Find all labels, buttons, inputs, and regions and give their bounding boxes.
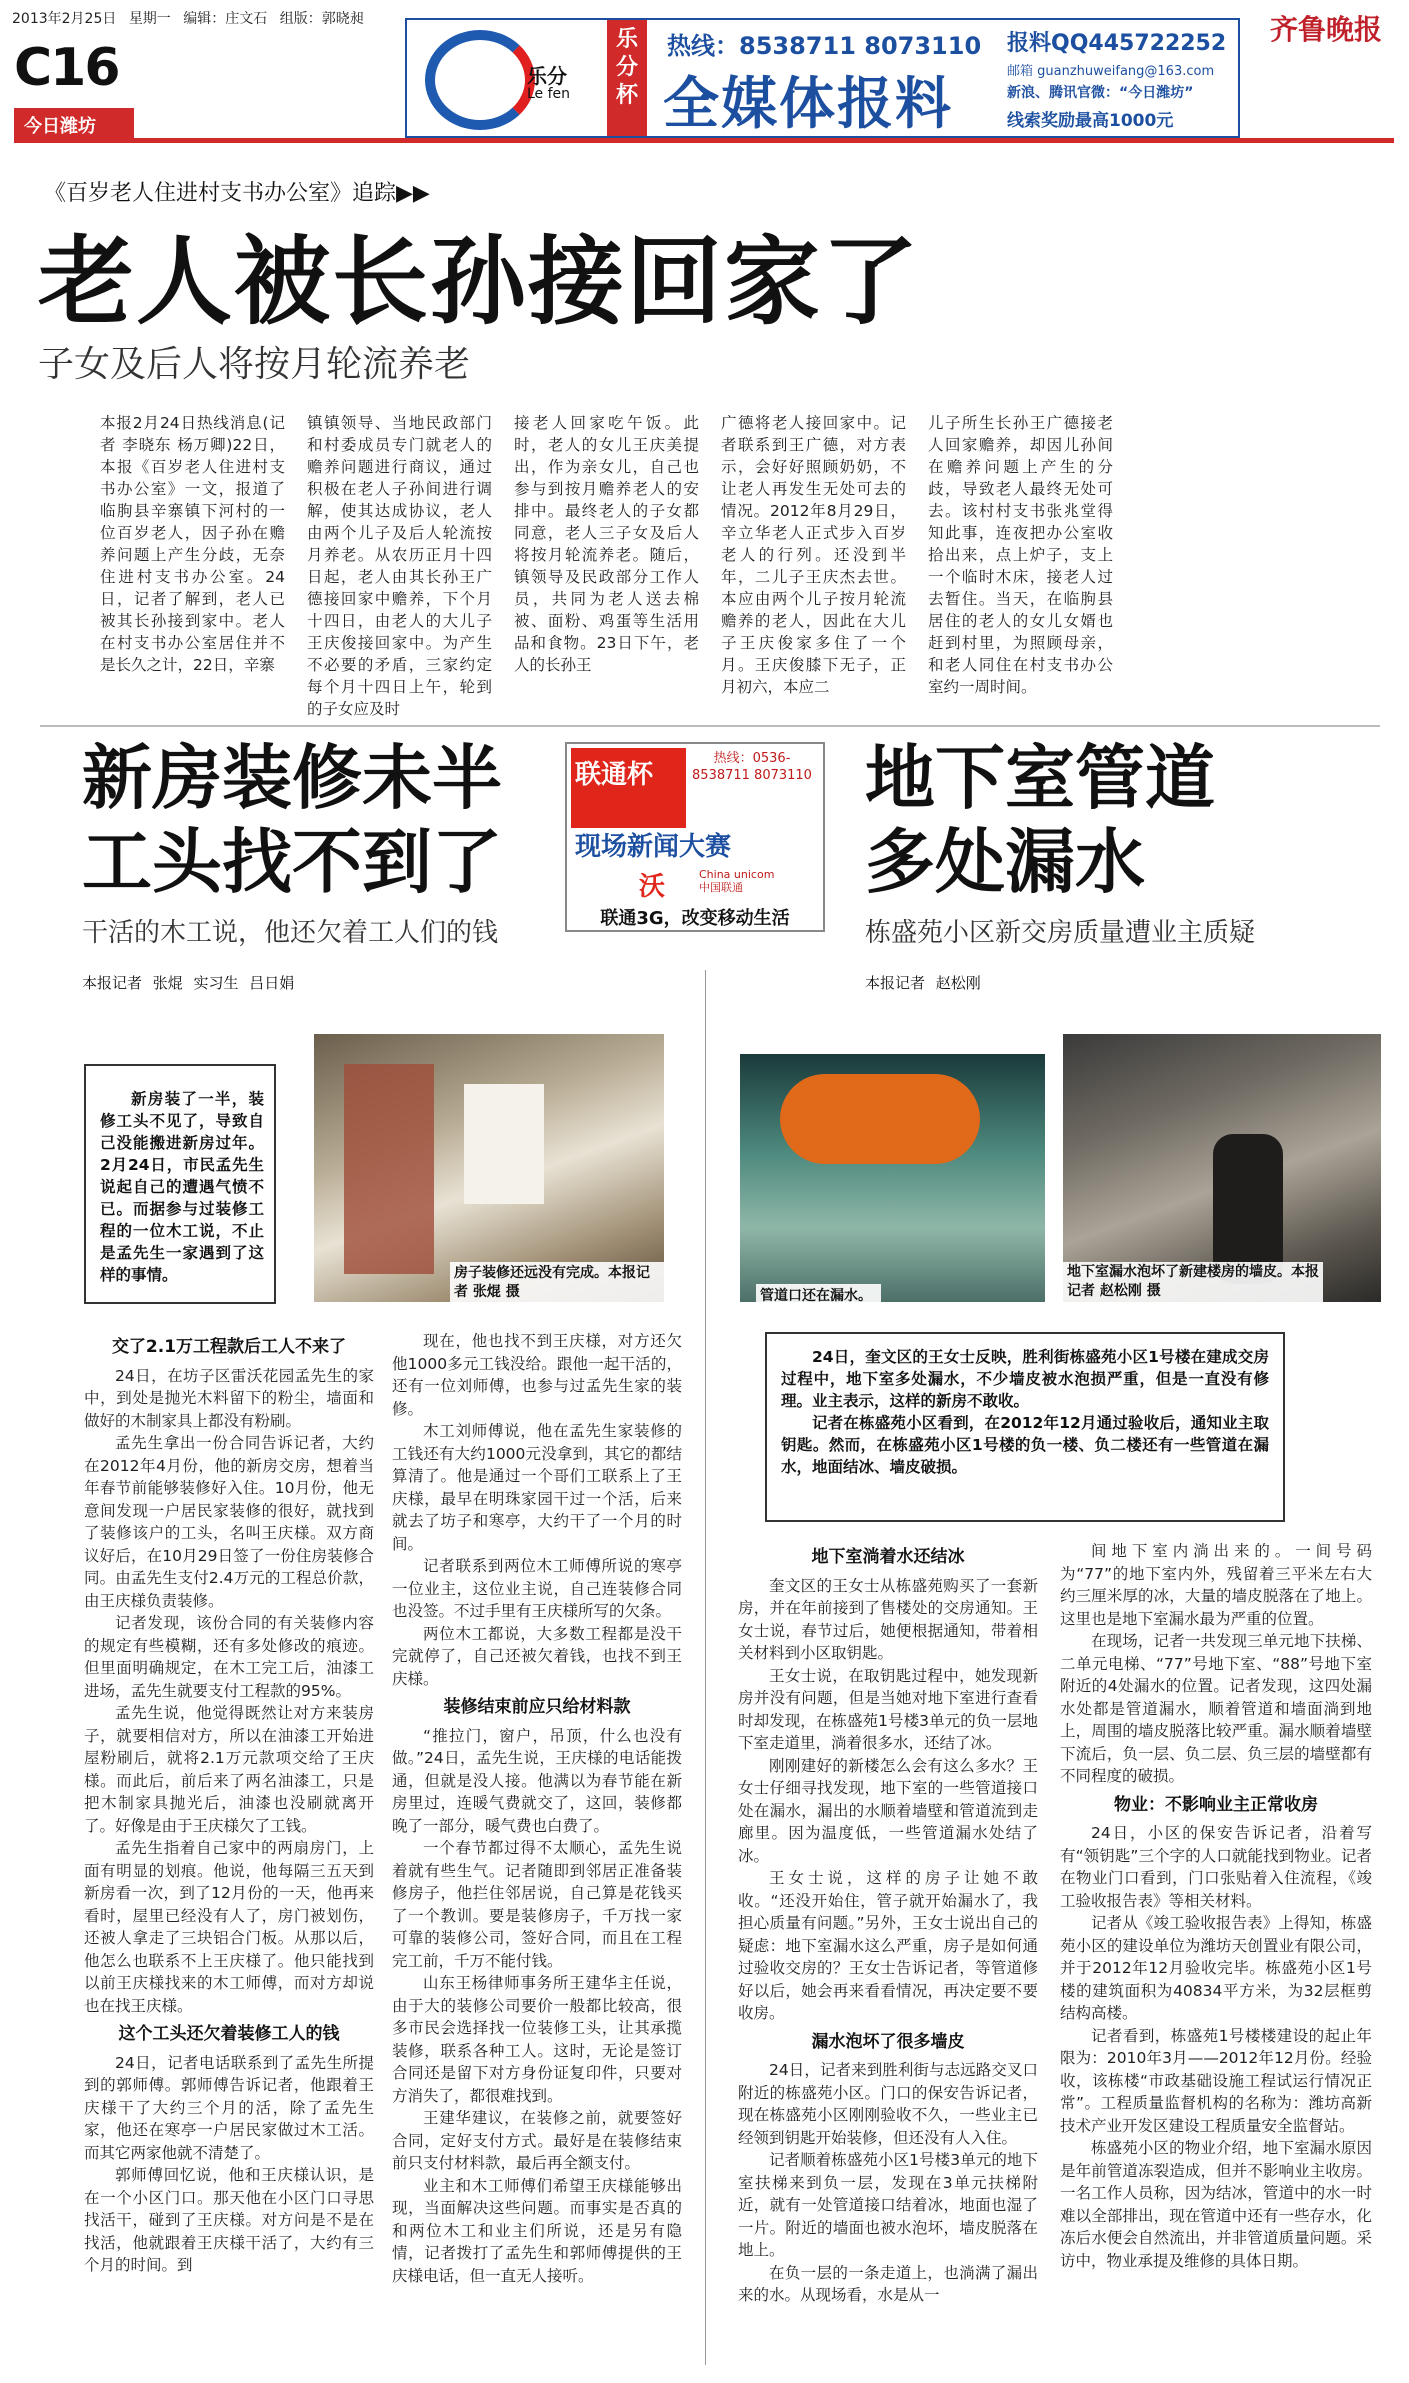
- story3-headline-line: 多处漏水: [865, 821, 1145, 903]
- story3-photo1-caption: 管道口还在漏水。: [756, 1284, 881, 1306]
- photo-pipe: [780, 1074, 980, 1164]
- story2-subhead: 干活的木工说，他还欠着工人们的钱: [82, 918, 499, 948]
- story3-subhead: 栋盛苑小区新交房质量遭业主质疑: [865, 918, 1256, 948]
- unicom-contest-title: 现场新闻大赛: [575, 832, 732, 862]
- story1-column: 镇镇领导、当地民政部门和村委成员专门就老人的赡养问题进行商议，通过积极在老人子孙间进行调解，使其达成协议，老人由两个儿子及后人轮流按月养老。从农历正月十四日起，老人由其长孙王广德接回家中赡养，下个月十四日，由老人的大儿子王庆俊接回家中。为产生不必要的矛盾，三家约定每个月十四日上午，轮到的子女应及时: [307, 414, 492, 718]
- unicom-logo: [579, 864, 809, 902]
- story2-headline-line: 工头找不到了: [82, 821, 502, 903]
- unicom-brand-cn: 中国联通: [699, 881, 743, 894]
- story2-callout: 新房装了一半，装修工头不见了，导致自己没能搬进新房过年。2月24日，市民孟先生说起自己的遭遇气愤不已。而据参与过装修工程的一位木工说，不止是孟先生一家遇到了这样的事情。: [84, 1064, 276, 1304]
- paragraph: 刚刚建好的新楼怎么会有这么多水？王女士仔细寻找发现，地下室的一些管道接口处在漏水，漏出的水顺着墙壁和管道流到走廊里。因为温度低，一些管道漏水处结了冰。: [738, 1756, 1038, 1865]
- story2-column-2: [392, 1330, 682, 2287]
- story2-column-1: [84, 1330, 374, 2277]
- story3-column-1: [738, 1540, 1038, 2307]
- story3-section-title: 地下室淌着水还结冰: [811, 1547, 965, 1567]
- editor-credit: 编辑：庄文石: [183, 11, 268, 27]
- lefen-logo-en: Le fen: [527, 86, 571, 102]
- paragraph: 孟先生拿出一份合同告诉记者，大约在2012年4月份，他的新房交房，想着当年春节前能够装修好入住。10月份，他无意间发现一户居民家装修的很好，就找到了装修该户的工头，名叫王庆様。双方商议好后，在10月29日签了一份住房装修合同。由孟先生支付2.4万元的工程总价款，由王庆様负责装修。: [84, 1434, 374, 1610]
- masthead-line: [12, 8, 364, 28]
- ad-prize: 线索奖励最高1000元: [1007, 111, 1174, 131]
- story2-section-title: 装修结束前应只给材料款: [443, 1697, 631, 1717]
- paragraph: 王女士说，这样的房子让她不敢收。“还没开始住，管子就开始漏水了，我担心质量有问题。”另外，王女士说出自己的疑虑：地下室漏水这么严重，房子是如何通过验收交房的？王女士告诉记者，等管道修好以后，她会再来看看情况，再决定要不要收房。: [738, 1869, 1038, 2022]
- paragraph: 记者顺着栋盛苑小区1号楼3单元的地下室扶梯来到负一层，发现在3单元扶梯附近，就有一处管道接口结着冰，地面也湿了一片。附近的墙面也被水泡坏，墙皮脱落在地上。: [738, 2151, 1038, 2259]
- story1-column: 广德将老人接回家中。记者联系到王广德，对方表示，会好好照顾奶奶，不让老人再发生无处可去的情况。2012年8月29日，辛立华老人正式步入百岁老人的行列。还没到半年，二儿子王庆杰去世。本应由两个儿子按月轮流赡养的老人，因此在大儿子王庆俊家多住了一个月。王庆俊膝下无子，正月初六，本应二: [721, 414, 906, 696]
- story3-byline: 本报记者 赵松刚: [865, 974, 981, 992]
- paragraph: 王女士说，在取钥匙过程中，她发现新房并没有问题，但是当她对地下室进行查看时却发现，在栋盛苑1号楼3单元的负一层地下室走道里，淌着很多水，还结了冰。: [738, 1666, 1038, 1752]
- paragraph: 奎文区的王女士从栋盛苑购买了一套新房，并在年前接到了售楼处的交房通知。王女士说，春节过后，她便根据通知，带着相关材料到小区取钥匙。: [738, 1576, 1038, 1662]
- unicom-advertisement: [565, 742, 825, 932]
- paragraph: 王建华建议，在装修之前，就要签好合同，定好支付方式。最好是在装修结束前只支付材料款，最后再全额支付。: [392, 2109, 682, 2172]
- story3-headline: [865, 736, 1215, 904]
- issue-date: 2013年2月25日: [12, 11, 117, 27]
- paragraph: 一个春节都过得不太顺心，孟先生说着就有些生气。记者随即到邻居正准备装修房子，他拦住邻居说，自己算是花钱买了一个教训。要是装修房子，千万找一家可靠的装修公司，签好合同，而且在工程完工前，千万不能付钱。: [392, 1839, 682, 1970]
- paragraph: 山东王杨律师事务所王建华主任说，由于大的装修公司要价一般都比较高，很多市民会选择找一位装修工头，让其承揽装修，联系各种工人。这时，无论是签订合同还是留下对方身份证复印件，只要对方消失了，都很难找到。: [392, 1974, 682, 2105]
- paragraph: 24日，记者来到胜利街与志远路交叉口附近的栋盛苑小区。门口的保安告诉记者，现在栋盛苑小区刚刚验收不久，一些业主已经领到钥匙开始装修，但还没有人入住。: [738, 2061, 1038, 2147]
- story-divider: [40, 725, 1380, 727]
- story3-section-title: 漏水泡坏了很多墙皮: [811, 2031, 965, 2052]
- paragraph: 记者发现，该份合同的有关装修内容的规定有些模糊，还有多处修改的痕迹。但里面明确规定，在木工完工后，油漆工进场，孟先生就要支付工程款的95%。: [84, 1614, 374, 1700]
- unicom-cup-label: 联通杯: [571, 748, 686, 828]
- story2-section-title: 这个工头还欠着装修工人的钱: [118, 2024, 340, 2044]
- paragraph: “推拉门，窗户，吊顶，什么也没有做。”24日，孟先生说，王庆様的电话能拨通，但就是没人接。他满以为春节能在新房里过，连暖气费就交了，这回，装修都晚了一部分，暖气费也白费了。: [392, 1726, 682, 1835]
- story2-byline: 本报记者 张焜 实习生 吕日娟: [82, 974, 295, 992]
- paragraph: 在现场，记者一共发现三单元地下扶梯、二单元电梯、“77”号地下室、“88”号地下室附近的4处漏水的位置。记者发现，这四处漏水处都是管道漏水，顺着管道和墙面淌到地上，周围的墙皮脱落比较严重。漏水顺着墙壁下流后，负一层、负二层、负三层的墙壁都有不同程度的破损。: [1060, 1632, 1372, 1785]
- story3-photo2-caption: 地下室漏水泡坏了新建楼房的墙皮。本报记者 赵松刚 摄: [1063, 1262, 1323, 1302]
- lefen-swirl-icon: [425, 30, 535, 130]
- lefen-logo: [407, 20, 607, 136]
- story3-column-2: [1060, 1540, 1372, 2272]
- unicom-brand: [699, 868, 774, 894]
- issue-weekday: 星期一: [128, 11, 171, 27]
- designer-credit: 组版：郭晓昶: [279, 11, 364, 27]
- story3-callout-paragraph: 24日，奎文区的王女士反映，胜利街栋盛苑小区1号楼在建成交房过程中，地下室多处漏水，不少墙皮被水泡损严重，但是一直没有修理。业主表示，这样的新房不敢收。: [781, 1348, 1269, 1410]
- page-number: C16: [14, 38, 119, 98]
- paragraph: 孟先生指着自己家中的两扇房门，上面有明显的划痕。他说，他每隔三五天到新房看一次，到了12月份的一天，他再来看时，屋里已经没有人了，房门被划伤，还被人拿走了三块铝合门板。从那以后，他怎么也联系不上王庆様了。他只能找到以前王庆様找来的木工师傅，而对方却说也在找王庆様。: [84, 1839, 374, 2015]
- ad-slogan: 全媒体报料: [663, 72, 953, 137]
- unicom-hotline: 热线：0536-8538711 8073110: [692, 751, 812, 783]
- story2-headline-line: 新房装修未半: [82, 737, 502, 819]
- story3-callout: [765, 1332, 1285, 1522]
- lefen-logo-cn: 乐分: [527, 64, 567, 88]
- photo-door: [344, 1064, 434, 1274]
- section-tab: 今日潍坊: [14, 108, 134, 140]
- paragraph: 木工刘师傅说，他在孟先生家装修的工钱还有大约1000元没拿到，其它的都结算清了。他是通过一个哥们工联系上了王庆様，最早在明珠家园干过一个活，后来就去了坊子和寒亭，大约干了一个月的时间。: [392, 1422, 682, 1553]
- story3-callout-paragraph: 记者在栋盛苑小区看到，在2012年12月通过验收后，通知业主取钥匙。然而，在栋盛苑小区1号楼的负一楼、负二楼还有一些管道在漏水，地面结冰、墙皮破损。: [781, 1414, 1269, 1476]
- story1-column: 本报2月24日热线消息(记者 李晓东 杨万卿)22日，本报《百岁老人住进村支书办公室》一文，报道了临朐县辛寨镇下河村的一位百岁老人，因子孙在赡养问题上产生分歧，无奈住进村支书办公室。24日，记者了解到，老人已被其长孙接到家中。老人在村支书办公室居住并不是长久之计，22日，辛寨: [100, 414, 285, 674]
- paragraph: 业主和木工师傅们希望王庆様能够出现，当面解决这些问题。而事实是否真的和两位木工和业主们所说，还是另有隐情，记者拨打了孟先生和郭师傅提供的王庆様电话，但一直无人接听。: [392, 2176, 682, 2285]
- unicom-brand-en: China unicom: [699, 868, 775, 881]
- story1-column: 儿子所生长孙王广德接老人回家赡养，却因儿孙间在赡养问题上产生的分歧，导致老人最终无处可去。该村村支书张兆堂得知此事，连夜把办公室收拾出来，点上炉子，支上一个临时木床，接老人过去暂住。当天，在临朐县居住的老人的女儿女婿也赶到村里，为照顾母亲，和老人同住在村支书办公室约一周时间。: [928, 414, 1113, 696]
- story2-section-title: 交了2.1万工程款后工人不来了: [111, 1337, 347, 1357]
- paragraph: 两位木工都说，大多数工程都是没干完就停了，自己还被欠着钱，也找不到王庆様。: [392, 1624, 682, 1688]
- ad-hotline: 热线：8538711 8073110: [667, 32, 982, 60]
- paragraph: 24日，小区的保安告诉记者，沿着写有“领钥匙”三个字的人口就能找到物业。记者在物业门口看到，门口张贴着入住流程，《竣工验收报告表》等相关材料。: [1060, 1824, 1372, 1910]
- story3-photo-pipe: [740, 1054, 1045, 1302]
- story2-headline: [82, 736, 502, 904]
- paragraph: 24日，在坊子区雷沃花园孟先生的家中，到处是抛光木料留下的粉尘，墙面和做好的木制家具上都没有粉刷。: [84, 1366, 374, 1430]
- ad-email: 邮箱 guanzhuweifang@163.com: [1007, 64, 1215, 79]
- paragraph: 24日，记者电话联系到了孟先生所提到的郭师傅。郭师傅告诉记者，他跟着王庆様干了大约三个月的活，除了孟先生家，他还在寒亭一户居民家做过木工活。而其它两家他就不清楚了。: [84, 2053, 374, 2162]
- paragraph: 记者从《竣工验收报告表》上得知，栋盛苑小区的建设单位为潍坊天创置业有限公司，并于2012年12月验收完毕。栋盛苑小区1号楼的建筑面积为40834平方米，为32层框剪结构高楼。: [1060, 1914, 1372, 2022]
- paragraph: 栋盛苑小区的物业介绍，地下室漏水原因是年前管道冻裂造成，但并不影响业主收房。一名工作人员称，因为结冰，管道中的水一时难以全部排出，现在管道中还有一些存水，化冻后水便会自然流出，并非管道质量问题。采访中，物业承提及维修的具体日期。: [1060, 2139, 1372, 2270]
- story2-photo-caption: 房子装修还远没有完成。本报记者 张焜 摄: [450, 1262, 665, 1304]
- ad-qq: 报料QQ445722252: [1007, 31, 1227, 56]
- paragraph: 在负一层的一条走道上，也淌满了漏出来的水。从现场看，水是从一: [738, 2263, 1038, 2304]
- paragraph: 记者看到，栋盛苑1号楼楼建设的起止年限为：2010年3月——2012年12月份。经验收，该栋楼“市政基础设施工程试运行情况正常”。工程质量监督机构的名称为：潍坊高新技术产业开发区建设工程质量安全监督站。: [1060, 2026, 1372, 2135]
- paragraph: 孟先生说，他觉得既然让对方来装房子，就要相信对方，所以在油漆工开始进屋粉刷后，就将2.1万元款项交给了王庆様。而此后，前后来了两名油漆工，只是把木制家具抛光后，油漆也没刷就离开了。好像是由于王庆様欠了工钱。: [84, 1704, 374, 1835]
- paragraph: 现在，他也找不到王庆様，对方还欠他1000多元工钱没给。跟他一起干活的，还有一位刘师傅，也参与过孟先生家的装修。: [392, 1332, 682, 1418]
- photo-window: [464, 1084, 544, 1204]
- paragraph: 郭师傅回忆说，他和王庆様认识，是在一个小区门口。那天他在小区门口寻思找活干，碰到了王庆様。对方问是不是在找活，他就跟着王庆様干活了，大约有三个月的时间。到: [84, 2166, 374, 2274]
- story3-section-title: 物业：不影响业主正常收房: [1114, 1794, 1318, 1815]
- story1-subhead: 子女及后人将按月轮流养老: [38, 344, 471, 385]
- ad-weibo: 新浪、腾讯官微：“今日潍坊”: [1007, 85, 1194, 101]
- lefen-cup-label: 乐分杯: [607, 20, 647, 136]
- newspaper-brand: 齐鲁晚报: [1270, 13, 1383, 46]
- story1-headline: 老人被长孙接回家了: [38, 226, 920, 338]
- top-advertisement: [405, 18, 1240, 138]
- story1-kicker: 《百岁老人住进村支书办公室》追踪▶▶: [44, 181, 430, 206]
- paragraph: 记者联系到两位木工师傅所说的寒亭一位业主，这位业主说，自己连装修合同也没签。不过手里有王庆様所写的欠条。: [392, 1557, 682, 1620]
- unicom-wo-icon: 沃: [639, 872, 666, 902]
- story3-headline-line: 地下室管道: [865, 737, 1215, 819]
- story1-column: 接老人回家吃午饭。此时，老人的女儿王庆美提出，作为亲女儿，自己也参与到按月赡养老人的安排中。最终老人的子女都同意，老人三子女及后人将按月轮流养老。随后，镇领导及民政部分工作人员，共同为老人送去棉被、面粉、鸡蛋等生活用品和食物。23日下午，老人的长孙王: [514, 414, 699, 674]
- story1-body: [100, 412, 1310, 720]
- paragraph: 间地下室内淌出来的。一间号码为“77”的地下室内外，残留着三平米左右大约三厘米厚的冰，大量的墙皮脱落在了地上。这里也是地下室漏水最为严重的位置。: [1060, 1542, 1372, 1628]
- unicom-slogan: 联通3G，改变移动生活: [600, 908, 790, 929]
- column-divider: [705, 970, 706, 2365]
